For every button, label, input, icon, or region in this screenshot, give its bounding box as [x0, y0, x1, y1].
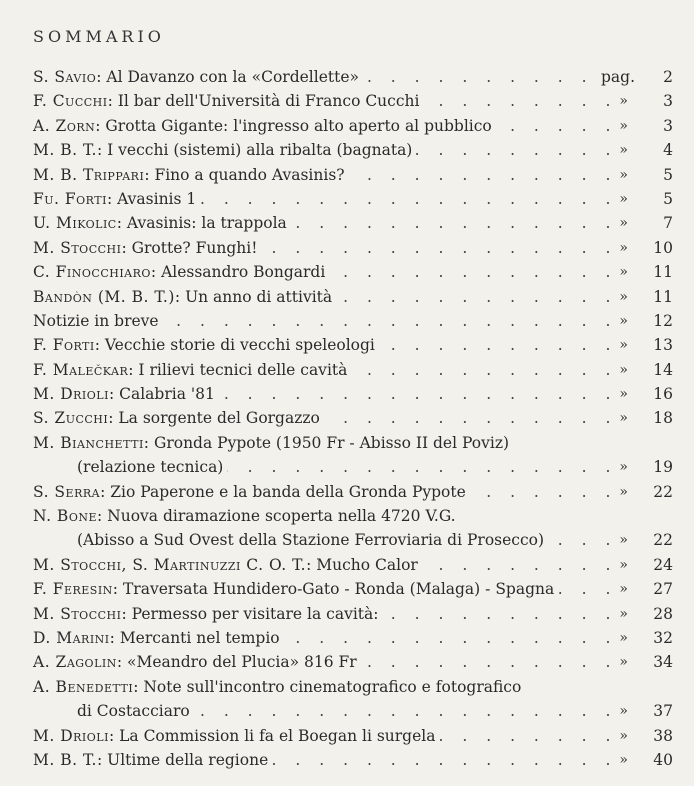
- toc-author: N. Bone: [33, 507, 97, 526]
- toc-entry: [33, 724, 673, 748]
- toc-entry-text: M. Drioli: Calabria '81: [33, 385, 219, 403]
- page-number: 38: [653, 726, 673, 745]
- page-number: 24: [653, 555, 673, 574]
- page-label: »: [613, 650, 628, 674]
- toc-entry: [33, 675, 673, 724]
- page-label: pag.: [597, 65, 635, 89]
- toc-entry-line: [33, 114, 673, 138]
- toc-entry: [33, 480, 673, 504]
- page-number: 5: [663, 165, 673, 184]
- toc-entry-text: M. Drioli: La Commission li fa el Boegan li surgela: [33, 727, 439, 745]
- toc-entry-text: D. Marini: Mercanti nel tempio: [33, 629, 284, 647]
- page-number: 4: [663, 141, 673, 160]
- page-number: 3: [663, 92, 673, 111]
- toc-author: M. B. T.: [33, 750, 97, 769]
- page-number: 14: [653, 360, 673, 379]
- toc-entry: [33, 504, 673, 553]
- toc-entry-text: M. Stocchi: Permesso per visitare la cavità:: [33, 605, 382, 623]
- page-number: 12: [653, 311, 673, 330]
- toc-entry: [33, 602, 673, 626]
- toc-title: Al Davanzo con la «Cordellette»: [106, 68, 359, 86]
- toc-entry: [33, 89, 673, 113]
- toc-entry-continuation: [33, 699, 673, 723]
- toc-entry-text: S. Serra: Zio Paperone e la banda della Gronda Pypote: [33, 483, 470, 501]
- page-label: »: [613, 260, 628, 284]
- page-number: 16: [653, 385, 673, 404]
- toc-title: Grotta Gigante: l'ingresso alto aperto al pubblico: [105, 116, 492, 135]
- toc-entry: [33, 163, 673, 187]
- toc-entry-line: [33, 187, 673, 211]
- toc-entry-line: [33, 431, 673, 455]
- page-number: 11: [653, 287, 673, 306]
- toc-entry-line: [33, 650, 673, 674]
- toc-title: I rilievi tecnici delle cavità: [138, 360, 348, 379]
- toc-entry-text: [33, 531, 548, 549]
- toc-entry: [33, 236, 673, 260]
- toc-entry-text: [33, 312, 163, 330]
- toc-entry-text: F. Forti: Vecchie storie di vecchi speleologi: [33, 336, 379, 354]
- page-number: 18: [653, 409, 673, 428]
- toc-author: F. Cucchi: [33, 92, 108, 111]
- toc-author: M. Stocchi: [33, 604, 122, 623]
- toc-entry-text: A. Zagolin: «Meandro del Plucia» 816 Fr: [33, 653, 361, 671]
- toc-entry: [33, 260, 673, 284]
- toc-entry-text: M. Stocchi, S. Martinuzzi C. O. T.: Mucho Calor: [33, 556, 422, 574]
- page-number: 37: [653, 702, 673, 721]
- toc-entry: [33, 748, 673, 772]
- page-number: 22: [653, 531, 673, 550]
- toc-author: M. Stocchi: [33, 238, 122, 257]
- toc-title: Un anno di attività: [185, 287, 333, 306]
- toc-author: Fu. Forti: [33, 189, 107, 208]
- toc-author: S. Serra: [33, 482, 101, 501]
- page-label: »: [613, 187, 628, 211]
- toc-entry: [33, 211, 673, 235]
- toc-entry-line: [33, 626, 673, 650]
- toc-entry-text: Fu. Forti: Avasinis 1: [33, 190, 200, 208]
- toc-author: M. B. Trippari: [33, 165, 145, 184]
- toc-title: (Abisso a Sud Ovest della Stazione Ferroviaria di Prosecco): [77, 531, 545, 550]
- toc-entry: [33, 406, 673, 430]
- toc-title: (relazione tecnica): [77, 458, 224, 477]
- toc-title: Traversata Hundidero-Gato - Ronda (Malaga) - Spagna: [122, 580, 555, 599]
- page-label: »: [613, 285, 628, 309]
- page-label: »: [613, 382, 628, 406]
- toc-title: Zio Paperone e la banda della Gronda Pypote: [110, 482, 466, 501]
- toc-title: di Costacciaro: [77, 702, 190, 721]
- toc-author: M. Drioli: [33, 385, 109, 404]
- toc-entry-text: M. Stocchi: Grotte? Funghi!: [33, 239, 261, 257]
- toc-entry-continuation: [33, 455, 673, 479]
- toc-entry: [33, 626, 673, 650]
- toc-entry-text: C. Finocchiaro: Alessandro Bongardi: [33, 263, 329, 281]
- toc-author: Bandòn (M. B. T.): [33, 287, 175, 306]
- toc-entry-line: [33, 333, 673, 357]
- page-label: »: [613, 89, 628, 113]
- toc-entry-line: [33, 406, 673, 430]
- toc-author: C. Finocchiaro: [33, 263, 151, 282]
- toc-entry-text: Bandòn (M. B. T.): Un anno di attività: [33, 288, 336, 306]
- page-label: »: [613, 724, 628, 748]
- page-label: »: [613, 406, 628, 430]
- toc-entry-line: [33, 675, 673, 699]
- toc-author: A. Benedetti: [33, 677, 134, 696]
- toc-entry-text: F. Feresin: Traversata Hundidero-Gato - Ronda (Malaga) - Spagna: [33, 580, 558, 598]
- toc-entry-line: [33, 748, 673, 772]
- page-label: »: [613, 211, 628, 235]
- toc-entry-text: S. Savio: Al Davanzo con la «Cordellette»: [33, 68, 363, 86]
- toc-title: La sorgente del Gorgazzo: [118, 409, 320, 428]
- page-label: »: [613, 699, 628, 723]
- toc-entry-text: S. Zucchi: La sorgente del Gorgazzo: [33, 409, 324, 427]
- toc-entry: [33, 431, 673, 480]
- toc-author: A. Zagolin: [33, 653, 117, 672]
- toc-title: I vecchi (sistemi) alla ribalta (bagnata): [107, 141, 413, 160]
- toc-entry: [33, 650, 673, 674]
- toc-entry-line: [33, 504, 673, 528]
- toc-entry-line: [33, 577, 673, 601]
- toc-title: «Meandro del Plucia» 816 Fr: [127, 653, 357, 672]
- toc-entry-text: F. Malečkar: I rilievi tecnici delle cavità: [33, 361, 351, 379]
- toc-title: Gronda Pypote (1950 Fr - Abisso II del Poviz): [153, 433, 510, 452]
- toc-entry-text: A. Benedetti: Note sull'incontro cinematografico e fotografico: [33, 678, 525, 696]
- page-title: SOMMARIO: [33, 27, 165, 46]
- page-label: »: [613, 626, 628, 650]
- toc-author: A. Zorn: [33, 116, 96, 135]
- page-label: »: [613, 309, 628, 333]
- toc-author: D. Marini: [33, 628, 110, 647]
- toc-entry: [33, 382, 673, 406]
- toc-entry-line: [33, 163, 673, 187]
- page-number: 27: [653, 580, 673, 599]
- toc-entry: [33, 285, 673, 309]
- toc-entry-line: [33, 236, 673, 260]
- toc-author: U. Mikolic: [33, 214, 117, 233]
- toc-entry-line: [33, 480, 673, 504]
- toc-entry: [33, 65, 673, 89]
- toc-author: F. Malečkar: [33, 360, 129, 379]
- toc-entry-line: [33, 358, 673, 382]
- toc-entry-text: N. Bone: Nuova diramazione scoperta nella 4720 V.G.: [33, 507, 460, 525]
- toc-author: S. Zucchi: [33, 409, 109, 428]
- page-number: 22: [653, 482, 673, 501]
- toc-title: Note sull'incontro cinematografico e fotografico: [143, 677, 522, 696]
- page-label: »: [613, 528, 628, 552]
- table-of-contents: [33, 65, 673, 772]
- toc-title: Nuova diramazione scoperta nella 4720 V.G.: [107, 507, 456, 526]
- toc-title: Calabria '81: [119, 385, 215, 404]
- page-label: »: [613, 138, 628, 162]
- toc-author: M. Stocchi, S. Martinuzzi C. O. T.: [33, 555, 307, 574]
- toc-title: Il bar dell'Università di Franco Cucchi: [117, 92, 420, 111]
- page-label: »: [613, 748, 628, 772]
- page-number: 32: [653, 628, 673, 647]
- toc-entry-text: M. B. Trippari: Fino a quando Avasinis?: [33, 166, 349, 184]
- page-number: 3: [663, 116, 673, 135]
- toc-entry-continuation: [33, 528, 673, 552]
- toc-entry-line: [33, 260, 673, 284]
- toc-title: Alessandro Bongardi: [161, 263, 326, 282]
- toc-entry-line: [33, 382, 673, 406]
- toc-entry-text: M. B. T.: I vecchi (sistemi) alla ribalta (bagnata): [33, 141, 416, 159]
- toc-entry-text: M. B. T.: Ultime della regione: [33, 751, 272, 769]
- toc-entry-line: [33, 65, 673, 89]
- toc-author: M. Drioli: [33, 726, 109, 745]
- toc-entry: [33, 114, 673, 138]
- page-number: 10: [653, 238, 673, 257]
- toc-entry-line: [33, 309, 673, 333]
- page-number: 7: [663, 214, 673, 233]
- page-label: »: [613, 455, 628, 479]
- toc-entry-text: F. Cucchi: Il bar dell'Università di Franco Cucchi: [33, 92, 423, 110]
- page-number: 13: [653, 336, 673, 355]
- page-number: 34: [653, 653, 673, 672]
- toc-author: S. Savio: [33, 68, 97, 86]
- toc-entry-line: [33, 602, 673, 626]
- page-label: »: [613, 236, 628, 260]
- toc-entry: [33, 553, 673, 577]
- toc-entry: [33, 187, 673, 211]
- toc-title: Ultime della regione: [107, 750, 269, 769]
- toc-author: F. Forti: [33, 336, 95, 355]
- toc-author: F. Feresin: [33, 580, 113, 599]
- page-label: »: [613, 480, 628, 504]
- toc-entry-line: [33, 285, 673, 309]
- toc-title: La Commission li fa el Boegan li surgela: [119, 726, 436, 745]
- toc-title: Avasinis 1: [117, 189, 197, 208]
- toc-title: Mucho Calor: [316, 555, 418, 574]
- page-label: »: [613, 163, 628, 187]
- page-label: »: [613, 333, 628, 357]
- toc-entry: [33, 358, 673, 382]
- toc-author: M. Bianchetti: [33, 433, 144, 452]
- page-number: 11: [653, 263, 673, 282]
- toc-entry: [33, 138, 673, 162]
- toc-entry-text: U. Mikolic: Avasinis: la trappola: [33, 214, 291, 232]
- page-number: 40: [653, 750, 673, 769]
- page-label: »: [613, 553, 628, 577]
- toc-entry-text: M. Bianchetti: Gronda Pypote (1950 Fr - Abisso II del Poviz): [33, 434, 513, 452]
- toc-title: Notizie in breve: [33, 311, 159, 330]
- toc-title: Fino a quando Avasinis?: [154, 165, 345, 184]
- page-number: 28: [653, 604, 673, 623]
- toc-entry-line: [33, 138, 673, 162]
- toc-entry-line: [33, 724, 673, 748]
- page-label: »: [613, 577, 628, 601]
- toc-entry-text: A. Zorn: Grotta Gigante: l'ingresso alto aperto al pubblico: [33, 117, 496, 135]
- page-number: 19: [653, 458, 673, 477]
- toc-entry-line: [33, 553, 673, 577]
- toc-entry-line: [33, 89, 673, 113]
- page-number: 5: [663, 189, 673, 208]
- toc-title: Vecchie storie di vecchi speleologi: [104, 336, 375, 355]
- toc-entry: [33, 333, 673, 357]
- toc-entry-text: [33, 458, 227, 476]
- page-label: »: [613, 602, 628, 626]
- toc-entry: [33, 577, 673, 601]
- toc-entry-line: [33, 211, 673, 235]
- page-number: 2: [663, 68, 673, 86]
- page-label: »: [613, 114, 628, 138]
- toc-entry-text: [33, 702, 194, 720]
- toc-title: Avasinis: la trappola: [126, 214, 287, 233]
- page-label: »: [613, 358, 628, 382]
- toc-entry: [33, 309, 673, 333]
- toc-author: M. B. T.: [33, 141, 97, 160]
- toc-title: Grotte? Funghi!: [131, 238, 258, 257]
- toc-title: Mercanti nel tempio: [119, 628, 280, 647]
- toc-title: Permesso per visitare la cavità:: [131, 604, 379, 623]
